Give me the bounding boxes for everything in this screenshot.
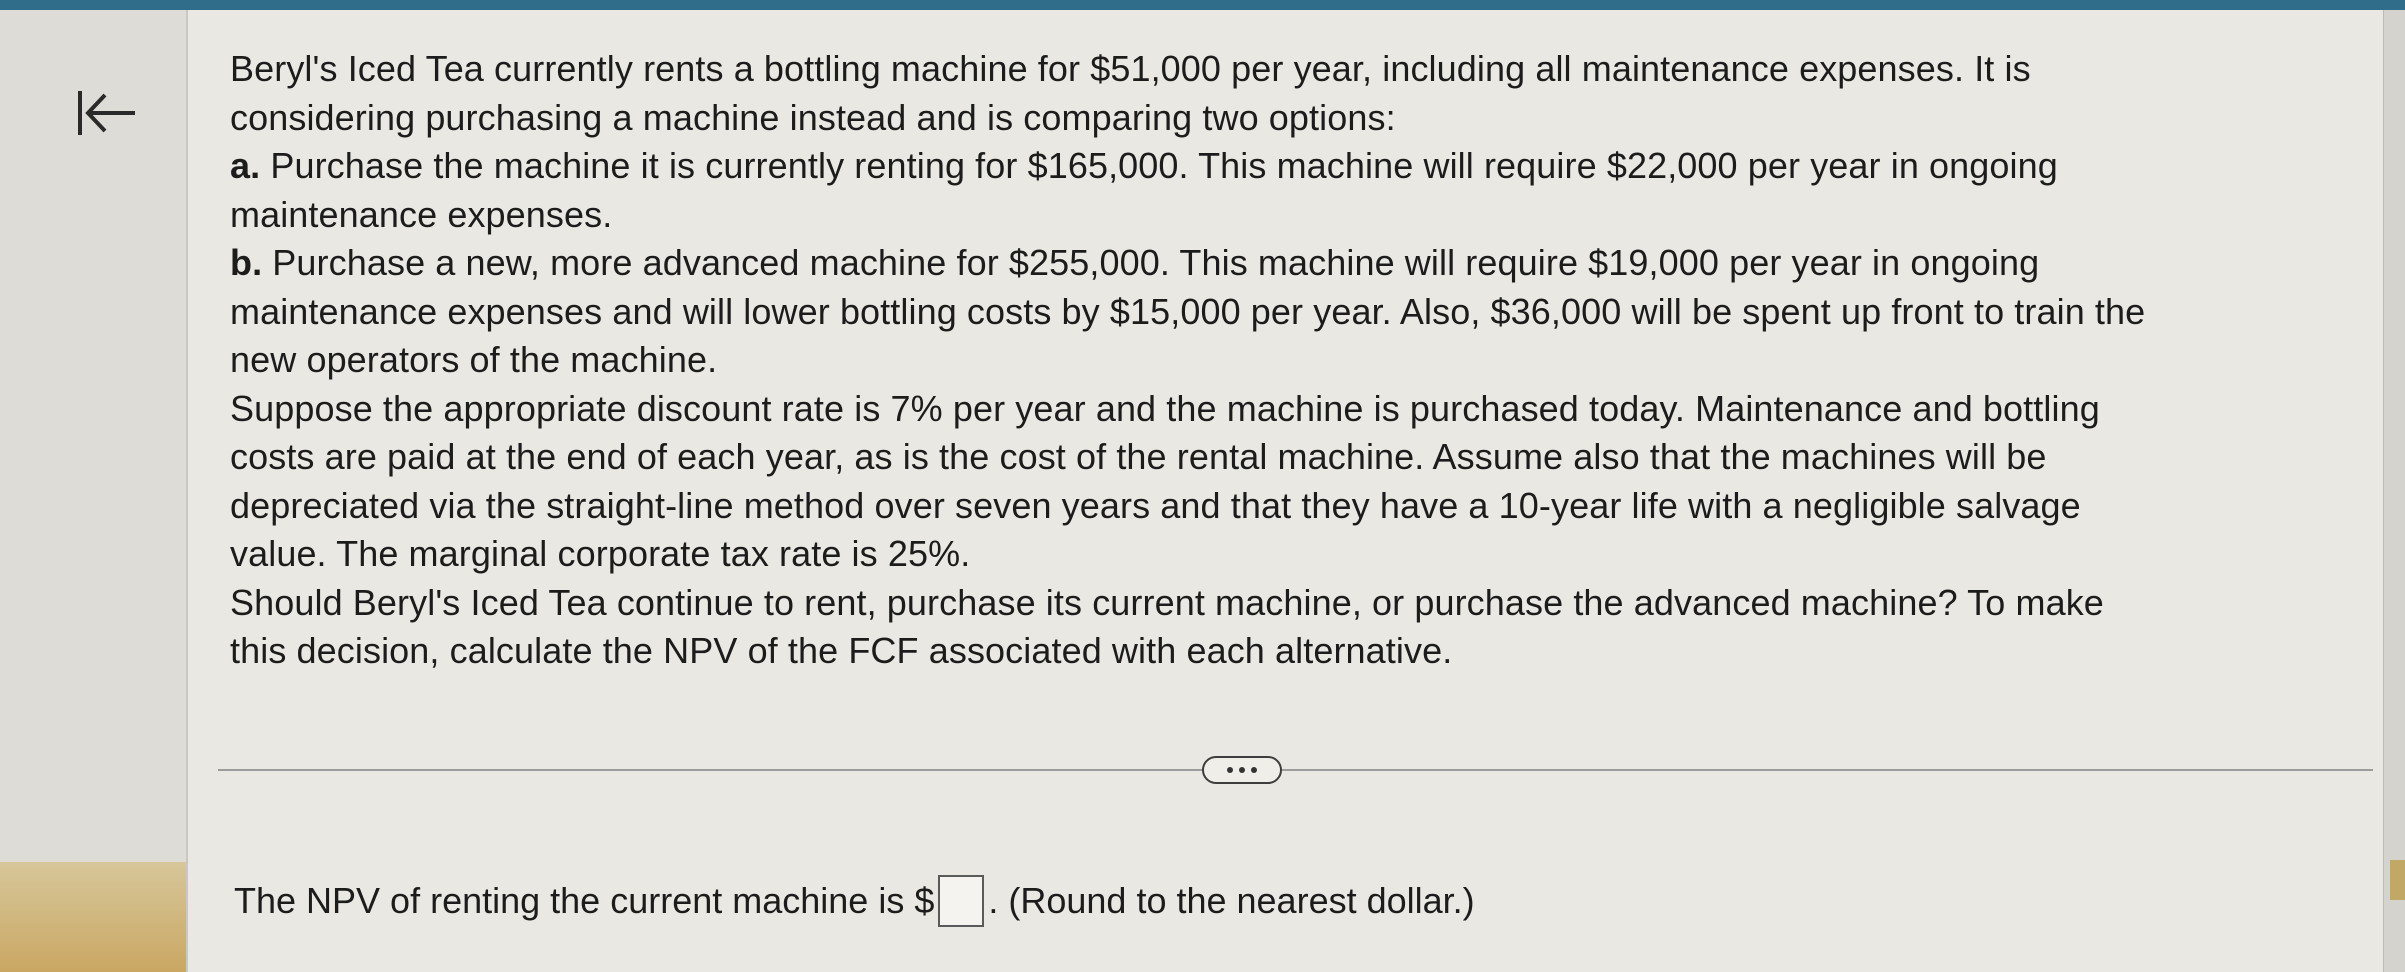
answer-row <box>234 875 1475 927</box>
answer-prefix: The NPV of renting the current machine is $ <box>234 880 935 921</box>
intro-line-2: considering purchasing a machine instead and is comparing two options: <box>230 96 1396 138</box>
npv-rent-input[interactable] <box>938 875 984 927</box>
option-b-line-1 <box>230 239 2360 288</box>
assumption-line-1: Suppose the appropriate discount rate is 7% per year and the machine is purchased today. Maintenance and bottling <box>230 387 2100 429</box>
right-scroll-edge <box>2383 10 2405 972</box>
assumption-line-3: depreciated via the straight-line method over seven years and that they have a 10-year life with a negligible salvage <box>230 484 2081 526</box>
option-b-line-2: maintenance expenses and will lower bottling costs by $15,000 per year. Also, $36,000 will be spent up front to train the <box>230 290 2146 332</box>
assumption-line-2: costs are paid at the end of each year, as is the cost of the rental machine. Assume also that the machines will be <box>230 436 2047 477</box>
option-a-line-1 <box>230 142 2360 191</box>
arrow-left-to-bar-icon <box>75 85 139 141</box>
option-a-text: Purchase the machine it is currently renting for $165,000. This machine will require $22,000 per year in ongoing <box>260 145 2058 186</box>
option-a-line-2: maintenance expenses. <box>230 193 613 235</box>
option-b-text: Purchase a new, more advanced machine for $255,000. This machine will require $19,000 per year in ongoing <box>262 242 2040 283</box>
right-edge-tab[interactable] <box>2390 860 2405 900</box>
ellipsis-icon <box>1222 765 1262 775</box>
option-b-letter: b. <box>230 242 263 283</box>
option-b-line-3: new operators of the machine. <box>230 339 718 380</box>
back-to-start-button[interactable] <box>62 78 152 148</box>
ask-line-2: this decision, calculate the NPV of the FCF associated with each alternative. <box>230 630 1453 671</box>
show-more-button[interactable] <box>1202 756 1282 784</box>
question-text <box>230 45 2360 676</box>
ask-line-1: Should Beryl's Iced Tea continue to rent, purchase its current machine, or purchase the advanced machine? To make <box>230 581 2104 623</box>
section-divider <box>218 769 2373 771</box>
option-a-letter: a. <box>230 145 261 186</box>
left-rail <box>0 10 188 972</box>
assumption-line-4: value. The marginal corporate tax rate is 25%. <box>230 533 971 574</box>
intro-line-1: Beryl's Iced Tea currently rents a bottling machine for $51,000 per year, including all maintenance expenses. It is <box>230 48 2031 89</box>
answer-suffix: . (Round to the nearest dollar.) <box>988 880 1475 921</box>
left-rail-footer <box>0 862 186 972</box>
top-bar <box>0 0 2405 10</box>
question-panel <box>188 10 2383 972</box>
